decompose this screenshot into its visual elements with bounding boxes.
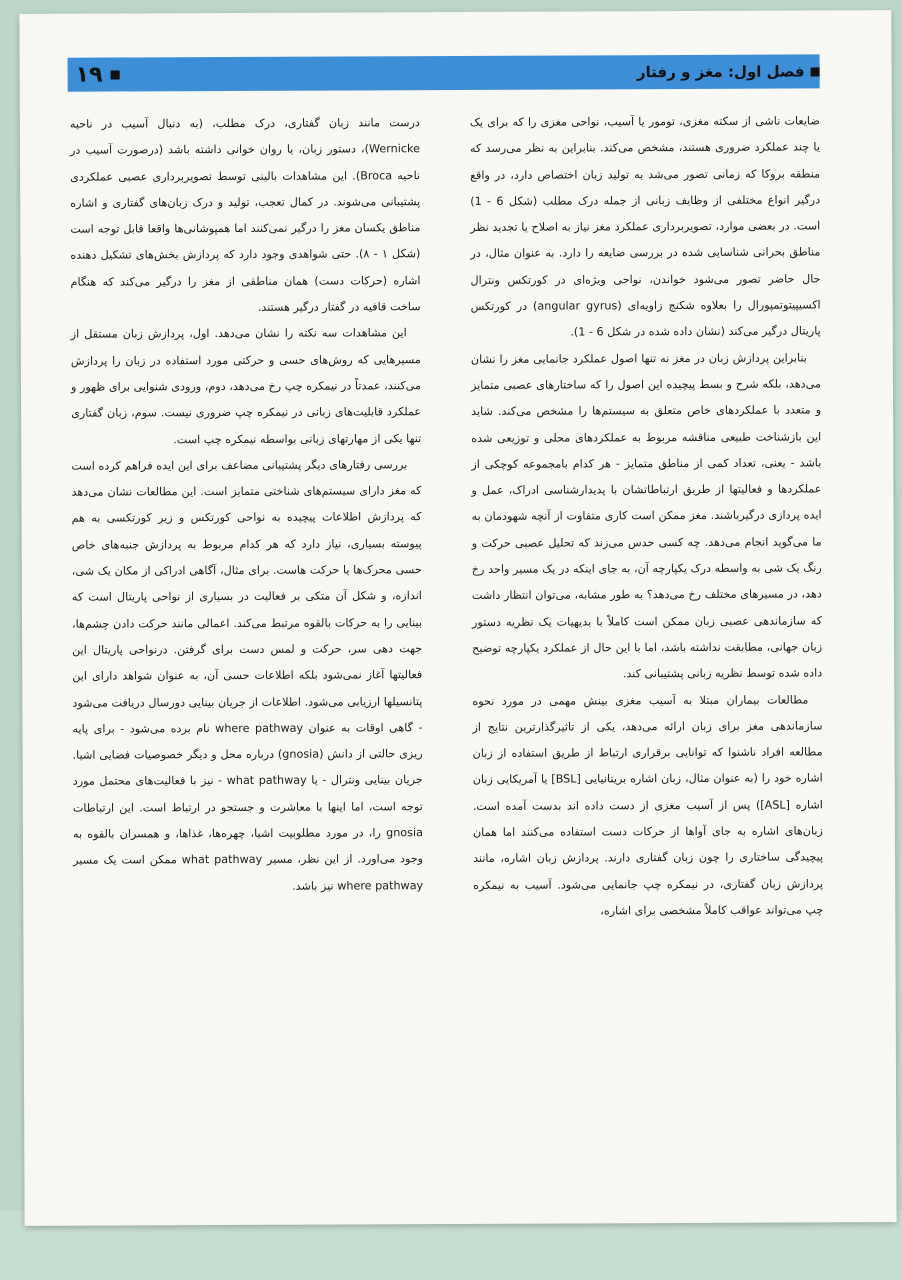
square-bullet-icon [110,70,119,79]
right-column [470,108,824,925]
paragraph: این مشاهدات سه نکته را نشان می‌دهد. اول، پردازش زبان مستقل از مسیرهایی که روش‌های حسی و حرکتی مورد استفاده در زبان را پردازش می‌کنند، عمدتاً در نیمکره چپ رخ می‌دهد، دوم، ورودی شنوایی برای ظهور و عملکرد قابلیت‌های زبانی در نیمکره چپ ضروری نیست. سوم، زبان گفتاری تنها یکی از مهارتهای زبانی بواسطه نیمکره چپ است. [70,326,422,446]
chapter-header-bar [68,54,820,91]
page-number: ۱۹ [75,62,103,88]
paragraph: مطالعات بیماران مبتلا به آسیب مغزی بینش مهمی در مورد نحوه سازماندهی مغز برای زبان ارائه می‌دهد، یکی از تاثیرگذارترین نتایج از مطالعه افراد ناشنوا که توانایی برقراری ارتباط از طریق استفاده از زبان اشاره خود را (به عنوان مثال، زبان اشاره بریتانیایی [BSL] یا آمریکایی زبان اشاره [ASL]) پس از آسیب مغزی از دست داده اند بدست آمده است. زبان‌های اشاره به جای آواها از حرکات دست استفاده می‌کنند اما همان پیچیدگی ساختاری را چون زبان گفتاری دارند. پردازش زبان اشاره، مانند پردازش زبان گفتاری، در نیمکره چپ جانمایی می‌شود. آسیب به نیمکره چپ می‌تواند عواقب کاملاً مشخصی برای اشاره، [472,693,824,918]
book-page [19,10,896,1226]
paragraph: بررسی رفتارهای دیگر پشتیبانی مضاعف برای این ایده فراهم کرده است که مغز دارای سیستم‌های شناختی متمایز است. این مطالعات نشان می‌دهد که پردازش اطلاعات پیچیده به نواحی کورتکس و زیر کورتکسی به هم پیوسته بسیاری، نیاز دارد که هر کدام مربوط به پردازش جنبه‌های خاص حسی محرک‌ها یا حرکت هاست. برای مثال، آگاهی ادراکی از مکان یک شی، اندازه، و شکل آن متکی بر فعالیت در بسیاری از نواحی پاریتال است که بینایی را به حرکات بالقوه مرتبط می‌کند. اعمالی مانند حرکت دادن چشم‌ها، جهت دهی سر، حرکت و لمس دست برای گرفتن. درنواحی پاریتال این فعالیتها آغاز نمی‌شود بلکه اطلاعات حسی آن، به عنوان شواهد دارای این پتانسیلها ارزیابی می‌شود. اطلاعات از جریان بینایی دورسال دریافت می‌شود - گاهی اوقات به عنوان where pathway نام برده می‌شود - برای پایه ریزی حالتی از دانش (gnosia) درباره محل و دیگر خصوصیات فضایی اشیا. جریان بینایی ونترال - یا what pathway - نیز با فعالیت‌های محتمل مورد توجه است، اما اینها با معاشرت و جستجو در ارتباط است. این ارتباطات gnosia را، در مورد مطلوبیت اشیا، چهره‌ها، غذاها، و همسران بالقوه به وجود می‌اورد. از این نظر، مسیر what pathway ممکن است یک مسیر where pathway نیز باشد. [71,458,424,893]
left-column [70,110,423,900]
page-number-block [76,61,120,87]
chapter-title [637,60,820,83]
paragraph: ضایعات ناشی از سکته مغزی، تومور یا آسیب، نواحی مغزی را که برای یک یا چند عملکرد ضروری هستند، مشخص می‌کند. بنابراین به نظر می‌رسد که منطقه بروکا که زمانی تصور می‌شد به تولید زبان اختصاص دارد، در واقع درگیر انواع مختلفی از وظایف زبانی از جمله درک مطلب (شکل 6 - 1) است. در بعضی موارد، تصویربرداری عملکرد مغز نیاز به اصلاح یا تجدید نظر مناطق بحرانی شناسایی شده در بررسی ضایعه را دارد. به عنوان مثال، در حال حاضر تصور می‌شود خواندن، نواحی ویژه‌ای در کورتکس ونترال اکسیپیتوتمپورال را بعلاوه شکنج زاویه‌ای (angular gyrus) در کورتکس پاریتال درگیر می‌کند (نشان داده شده در شکل 6 - 1). [469,114,821,339]
paragraph: بنابراین پردازش زبان در مغز نه تنها اصول عملکرد جانمایی مغز را نشان می‌دهد، بلکه شرح و بسط پیچیده این اصول را که ساختارهای عصبی متمایز و متعدد با عملکردهای خاص متعلق به سیستم‌ها را مشخص می‌کند. شاید این بازشناخت طبیعی مناقشه مربوط به عملکردهای محلی و توزیعی شده باشد - یعنی، تعداد کمی از مناطق متمایز - هر کدام بامجموعه کوچکی از عملکردها و فعالیتها از طریق ارتباطاتشان با پدیدارشناسی ادراک، عمل و ایده پردازی درگیرباشند. مغز ممکن است کاری متفاوت از آنچه شهودمان به ما می‌گوید انجام می‌دهد. چه کسی حدس می‌زند که تحلیل عصبی حرکت و رنگ یک شی به واسطه درک یکپارچه آن، به جای اینکه در یک مسیر واحد رخ دهد، در مسیرهای مختلف رخ می‌دهد؟ به طور مشابه، می‌توان انتظار داشت که سازماندهی عصبی زبان ممکن است کاملاً با بدیهیات یک نظریه دستور زبان جهانی، مطابقت نداشته باشد، اما با این حال از عملکرد یکپارچه توضیح داده شده توسط نظریه زبانی پشتیبانی کند. [470,351,823,681]
square-bullet-icon [811,67,820,76]
paragraph: درست مانند زبان گفتاری، درک مطلب، (به دنبال آسیب در ناحیه Wernicke)، دستور زبان، یا روان خوانی داشته باشد (درصورت آسیب در ناحیه Broca). این مشاهدات بالینی توسط تصویربرداری عصبی عملکردی پشتیبانی می‌شوند. در کمال تعجب، تولید و درک زبان‌های گفتاری و اشاره مناطق یکسان مغز را درگیر نمی‌کنند اما همپوشانی‌ها واقعا قابل توجه است (شکل ۱ - ۸). حتی شواهدی وجود دارد که پردازش بخش‌های تشکیل دهنده اشاره (حرکات دست) همان مناطقی از مغز را درگیر می‌کند که هنگام ساخت قافیه در گفتار درگیر هستند. [69,116,421,314]
chapter-title-text: فصل اول: مغز و رفتار [636,62,805,82]
